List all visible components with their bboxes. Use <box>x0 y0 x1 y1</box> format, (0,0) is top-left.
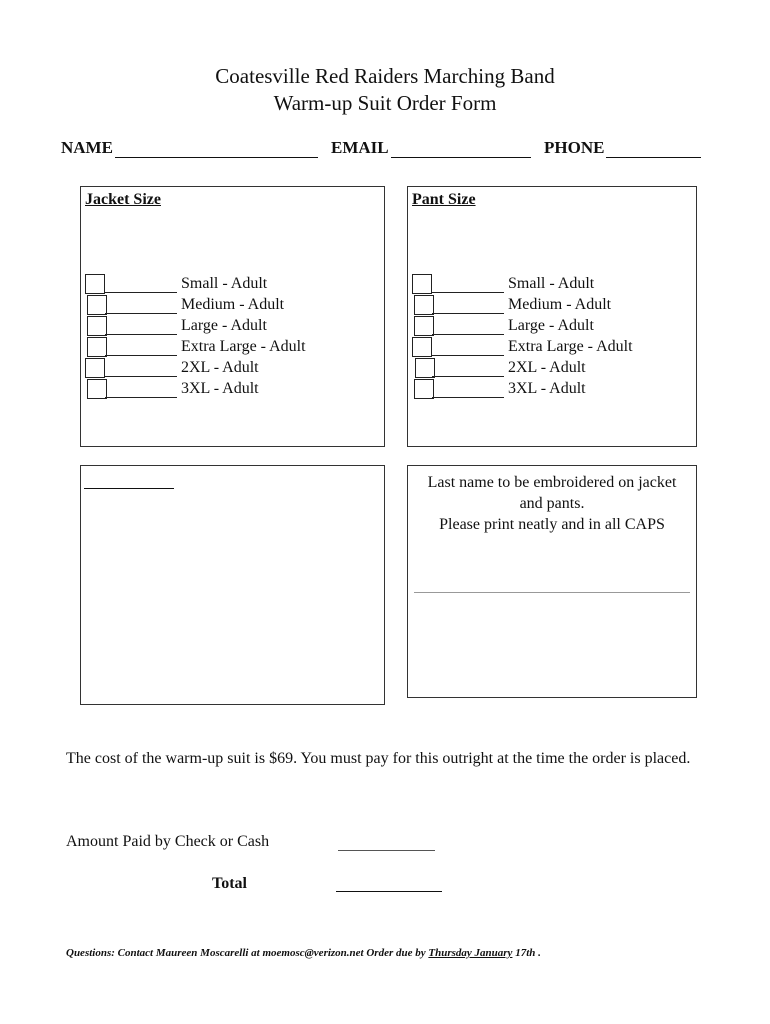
jacket-size-label: 3XL - Adult <box>181 380 259 397</box>
footer-text: Questions: Contact Maureen Moscarelli at moemosc@verizon.net Order due by <box>66 947 429 959</box>
amount-paid-label: Amount Paid by Check or Cash <box>66 833 270 850</box>
jacket-size-checkbox[interactable] <box>85 358 105 378</box>
embroidery-line-2: and pants. <box>519 495 585 512</box>
quantity-blank[interactable] <box>432 381 504 398</box>
jacket-size-checkbox[interactable] <box>87 295 107 315</box>
email-input-line[interactable] <box>391 140 531 158</box>
pant-size-title: Pant Size <box>412 191 476 208</box>
pant-size-label: Extra Large - Adult <box>508 338 633 355</box>
pant-size-label: Medium - Adult <box>508 296 612 313</box>
form-subtitle: Warm-up Suit Order Form <box>273 91 497 115</box>
total-label: Total <box>212 875 247 892</box>
jacket-size-title: Jacket Size <box>85 191 161 208</box>
pant-size-option[interactable] <box>412 337 633 357</box>
total-line[interactable] <box>336 891 442 892</box>
pant-size-checkbox[interactable] <box>412 337 432 357</box>
pant-size-label: Small - Adult <box>508 275 595 292</box>
jacket-size-option[interactable] <box>85 337 306 357</box>
jacket-size-label: Large - Adult <box>181 317 267 334</box>
email-label: EMAIL <box>331 138 389 157</box>
name-field[interactable] <box>61 138 318 158</box>
pant-size-option[interactable] <box>412 274 594 294</box>
pant-size-option[interactable] <box>412 295 611 315</box>
quantity-blank[interactable] <box>105 381 177 398</box>
quantity-blank[interactable] <box>432 339 504 356</box>
jacket-size-option[interactable] <box>85 295 284 315</box>
jacket-size-label: Medium - Adult <box>181 296 285 313</box>
jacket-size-label: Small - Adult <box>181 275 268 292</box>
name-label: NAME <box>61 138 113 157</box>
pant-size-checkbox[interactable] <box>415 358 435 378</box>
jacket-size-option[interactable] <box>85 316 267 336</box>
pant-size-checkbox[interactable] <box>414 316 434 336</box>
quantity-blank[interactable] <box>105 297 177 314</box>
notes-box <box>80 465 385 705</box>
pant-size-label: 3XL - Adult <box>508 380 586 397</box>
pant-size-checkbox[interactable] <box>412 274 432 294</box>
pant-size-box <box>407 186 697 447</box>
notes-blank-line[interactable] <box>84 488 174 489</box>
jacket-size-checkbox[interactable] <box>85 274 105 294</box>
phone-input-line[interactable] <box>606 140 701 158</box>
jacket-size-label: 2XL - Adult <box>181 359 259 376</box>
jacket-size-checkbox[interactable] <box>87 379 107 399</box>
jacket-size-checkbox[interactable] <box>87 316 107 336</box>
pant-size-option[interactable] <box>412 379 586 399</box>
email-field[interactable] <box>331 138 531 158</box>
footer-text-end: 17th . <box>512 947 541 959</box>
pant-size-option[interactable] <box>412 358 586 378</box>
amount-paid-line[interactable] <box>338 850 435 851</box>
quantity-blank[interactable] <box>105 276 177 293</box>
pant-size-checkbox[interactable] <box>414 295 434 315</box>
pant-size-option[interactable] <box>412 316 594 336</box>
due-date: Thursday January <box>428 947 513 959</box>
phone-field[interactable] <box>544 138 701 158</box>
embroidery-instructions <box>408 472 696 535</box>
quantity-blank[interactable] <box>105 360 177 377</box>
quantity-blank[interactable] <box>432 318 504 335</box>
jacket-size-box <box>80 186 385 447</box>
footer-contact <box>66 947 541 959</box>
pant-size-label: 2XL - Adult <box>508 359 586 376</box>
quantity-blank[interactable] <box>432 276 504 293</box>
embroidery-name-line[interactable] <box>414 592 690 593</box>
jacket-size-option[interactable] <box>85 379 259 399</box>
embroidery-line-1: Last name to be embroidered on jacket <box>427 474 677 491</box>
pant-size-label: Large - Adult <box>508 317 594 334</box>
phone-label: PHONE <box>544 138 605 157</box>
jacket-size-option[interactable] <box>85 274 267 294</box>
quantity-blank[interactable] <box>105 339 177 356</box>
jacket-size-option[interactable] <box>85 358 259 378</box>
cost-statement: The cost of the warm-up suit is $69. You must pay for this outright at the time the order is placed. <box>66 750 691 767</box>
quantity-blank[interactable] <box>432 297 504 314</box>
form-title: Coatesville Red Raiders Marching Band <box>215 64 555 88</box>
quantity-blank[interactable] <box>432 360 504 377</box>
jacket-size-label: Extra Large - Adult <box>181 338 306 355</box>
quantity-blank[interactable] <box>105 318 177 335</box>
embroidery-box <box>407 465 697 698</box>
name-input-line[interactable] <box>115 140 318 158</box>
jacket-size-checkbox[interactable] <box>87 337 107 357</box>
pant-size-checkbox[interactable] <box>414 379 434 399</box>
embroidery-line-3: Please print neatly and in all CAPS <box>439 516 665 533</box>
